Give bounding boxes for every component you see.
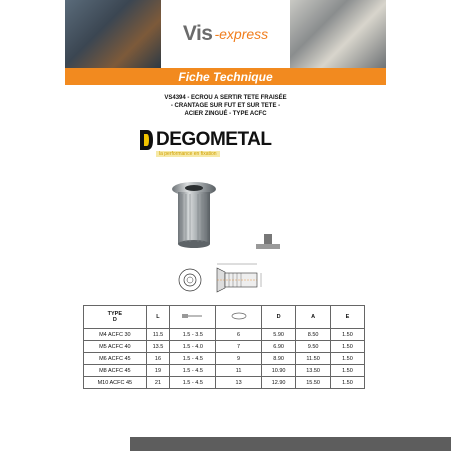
table-row [84, 377, 365, 389]
header-e: E [330, 306, 364, 329]
cell: 9.50 [296, 341, 331, 353]
cell: 13.50 [296, 365, 331, 377]
table-row [84, 365, 365, 377]
section-title-bar [65, 68, 386, 85]
description-line: ACIER ZINGUÉ - TYPE ACFC [184, 111, 267, 117]
cell: 1.5 - 4.5 [170, 377, 216, 389]
header-type: TYPE D [84, 306, 147, 329]
table-row [84, 341, 365, 353]
cell: 6 [216, 329, 262, 341]
cell: M5 ACFC 40 [84, 341, 147, 353]
cell: 7 [216, 341, 262, 353]
cell: 16 [146, 353, 170, 365]
cell: 1.50 [330, 341, 364, 353]
logo-main: Vis [182, 22, 213, 45]
cell: 10.90 [261, 365, 296, 377]
brand-tagline: la performance en fixation [156, 151, 220, 157]
cell: M6 ACFC 45 [84, 353, 147, 365]
screws-photo [290, 0, 386, 68]
header-hole-icon [216, 306, 262, 329]
cell: 1.5 - 3.5 [170, 329, 216, 341]
cell: 15.50 [296, 377, 331, 389]
degometal-logo [138, 127, 313, 161]
header-d: D [261, 306, 296, 329]
dimensions-table [83, 305, 365, 389]
footer-bar [130, 437, 451, 451]
hole-diameter-icon [230, 312, 248, 320]
cell: 1.5 - 4.5 [170, 353, 216, 365]
cell: 6.90 [261, 341, 296, 353]
header-l: L [146, 306, 170, 329]
tools-photo [65, 0, 161, 68]
section-title: Fiche Technique [178, 69, 273, 84]
cell: 13 [216, 377, 262, 389]
cell: 8.50 [296, 329, 331, 341]
cell: 1.50 [330, 329, 364, 341]
cell: 21 [146, 377, 170, 389]
description-line: - CRANTAGE SUR FUT ET SUR TETE - [170, 103, 281, 109]
cell: 13.5 [146, 341, 170, 353]
table-header-row [84, 306, 365, 329]
cell: 11.50 [296, 353, 331, 365]
cell: 8.90 [261, 353, 296, 365]
cell: 1.5 - 4.5 [170, 365, 216, 377]
cell: 11.5 [146, 329, 170, 341]
cell: M10 ACFC 45 [84, 377, 147, 389]
rivet-nut-photo [169, 180, 219, 250]
header-banner [65, 0, 386, 68]
product-description [65, 94, 386, 118]
cell: 11 [216, 365, 262, 377]
cell: 1.50 [330, 377, 364, 389]
technical-drawing [177, 260, 272, 300]
cell: 19 [146, 365, 170, 377]
logo-suffix: -express [214, 26, 269, 42]
cell: M8 ACFC 45 [84, 365, 147, 377]
cell: 12.90 [261, 377, 296, 389]
brand-mark-icon [138, 129, 154, 151]
cell: 5.90 [261, 329, 296, 341]
cell: 9 [216, 353, 262, 365]
description-line: VS4394 - ECROU A SERTIR TETE FRAISÉE [164, 95, 287, 101]
brand-name: DEGOMETAL [156, 129, 272, 150]
cell: 1.50 [330, 353, 364, 365]
cell: M4 ACFC 30 [84, 329, 147, 341]
table-row [84, 353, 365, 365]
vis-express-logo [161, 0, 290, 68]
cell: 1.5 - 4.0 [170, 341, 216, 353]
header-a: A [296, 306, 331, 329]
dimensions-table-wrap [83, 305, 365, 389]
profile-sketch-icon [255, 233, 281, 251]
cell: 1.50 [330, 365, 364, 377]
grip-range-icon [182, 313, 204, 319]
table-row [84, 329, 365, 341]
header-grip-icon [170, 306, 216, 329]
